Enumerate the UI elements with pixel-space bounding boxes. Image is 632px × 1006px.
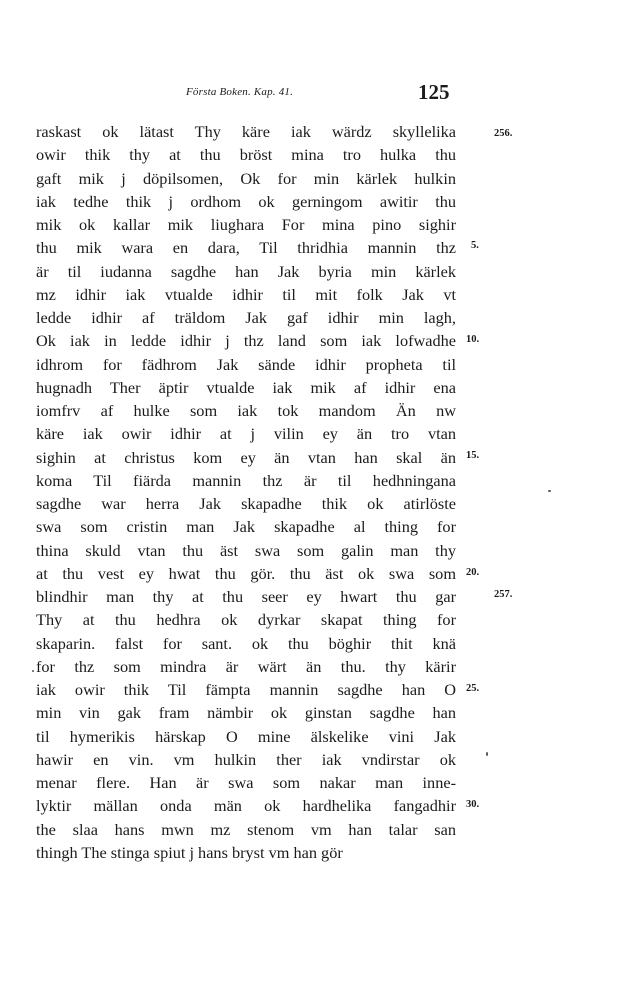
ink-speck [548,490,551,492]
line-number-15: 15. [466,450,480,461]
text-line: koma Til fiärda mannin thz är til hedhningana [36,470,456,490]
page-number: 125 [418,80,450,104]
text-line: min vin gak fram nämbir ok ginstan sagdhe han [36,703,456,723]
text-line: menar flere. Han är swa som nakar man inne- [36,773,456,792]
text-line: sagdhe war herra Jak skapadhe thik ok atirlöste [36,494,456,513]
ink-speck [32,670,34,672]
text-line: thingh The stinga spiut j hans bryst vm han gör [36,842,343,862]
text-line: at thu vest ey hwat thu gör. thu äst ok swa som [36,563,456,583]
text-line: är til iudanna sagdhe han Jak byria min kärlek [36,261,456,281]
text-line: til hymerikis härskap O mine älskelike vini Jak [36,726,456,746]
text-line: for thz som mindra är wärt än thu. thy kärir [36,656,456,676]
ink-speck [486,752,488,756]
text-line: thu mik wara en dara, Til thridhia mannin thz [36,238,456,258]
text-line: blindhir man thy at thu seer ey hwart thu gar [36,587,456,606]
text-line: mik ok kallar mik liughara For mina pino sighir [36,215,456,234]
text-line: käre iak owir idhir at j vilin ey än tro vtan [36,424,456,444]
text-line: ledde idhir af träldom Jak gaf idhir min lagh, [36,308,456,327]
line-number-20: 20. [466,567,480,578]
text-line: mz idhir iak vtualde idhir til mit folk Jak vt [36,284,456,304]
text-line: lyktir mällan onda män ok hardhelika fangadhir [36,796,456,816]
text-line: hawir en vin. vm hulkin ther iak vndirstar ok [36,749,456,769]
text-line: Ok iak in ledde idhir j thz land som iak lofwadhe [36,331,456,351]
line-number-10: 10. [466,334,480,345]
folio-marker-256: 256. [494,128,513,139]
running-title: Första Boken. Kap. 41. [186,86,294,98]
text-line: idhrom for fädhrom Jak sände idhir propheta til [36,354,456,374]
text-line: raskast ok lätast Thy käre iak wärdz skyllelika [36,122,456,141]
text-line: swa som cristin man Jak skapadhe al thing for [36,517,456,537]
line-number-30: 30. [466,799,480,810]
text-line: gaft mik j döpilsomen, Ok for min kärlek hulkin [36,168,456,188]
text-line: iak tedhe thik j ordhom ok gerningom awitir thu [36,191,456,211]
text-line: sighin at christus kom ey än vtan han skal än [36,447,456,467]
line-number-25: 25. [466,683,480,694]
text-line: the slaa hans mwn mz stenom vm han talar san [36,819,456,839]
text-line: thina skuld vtan thu äst swa som galin man thy [36,540,456,560]
line-number-5: 5. [471,240,479,251]
folio-marker-257: 257. [494,589,513,600]
text-line: hugnadh Ther äptir vtualde iak mik af idhir ena [36,377,456,397]
text-line: iomfrv af hulke som iak tok mandom Än nw [36,401,456,420]
text-block [36,120,456,864]
text-line: iak owir thik Til fämpta mannin sagdhe han O [36,680,456,699]
text-line: Thy at thu hedhra ok dyrkar skapat thing for [36,610,456,630]
text-line: skaparin. falst for sant. ok thu böghir thit knä [36,633,456,653]
text-line: owir thik thy at thu bröst mina tro hulka thu [36,145,456,165]
